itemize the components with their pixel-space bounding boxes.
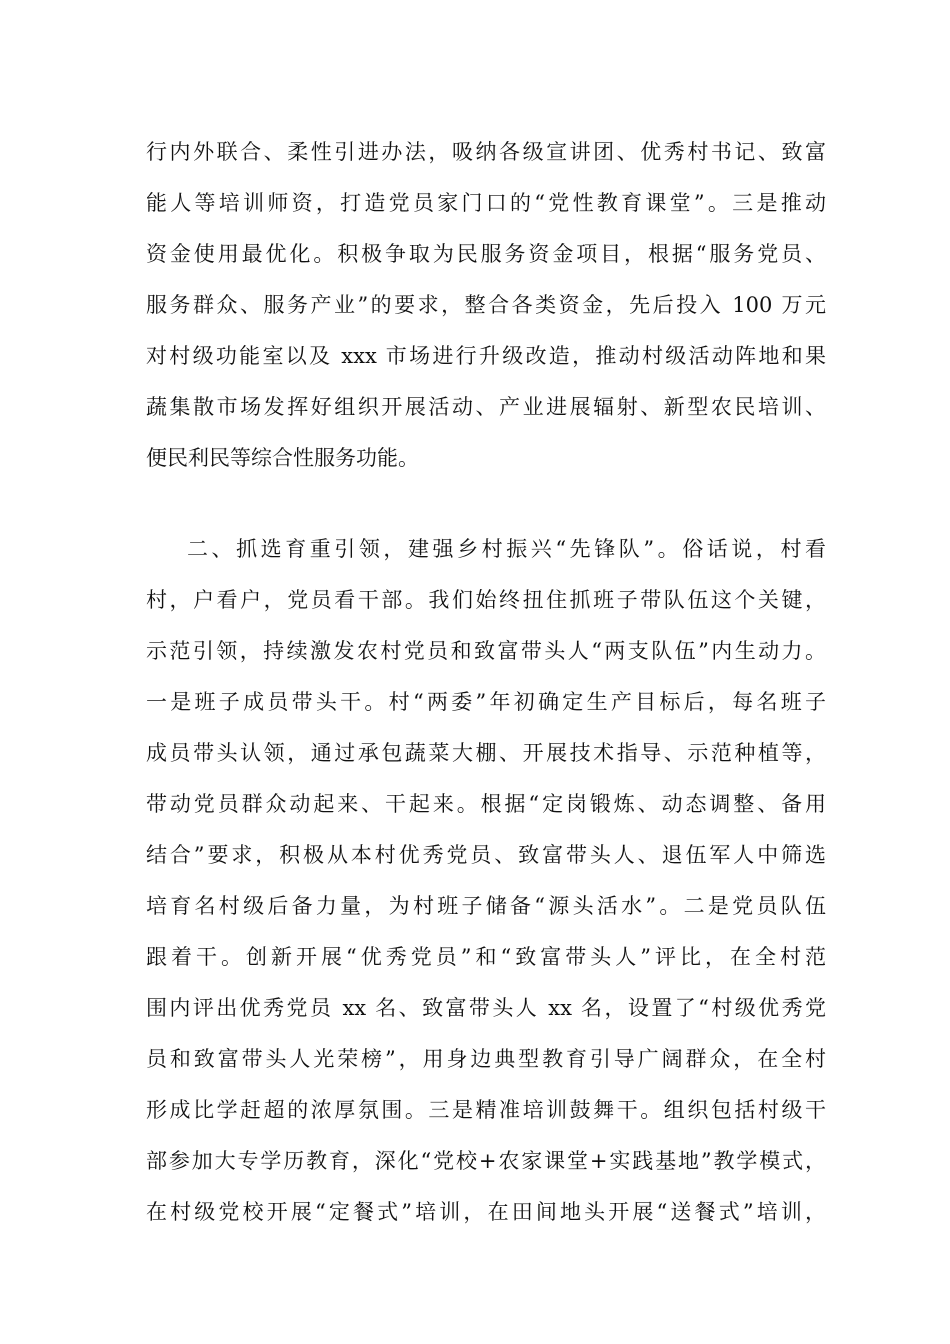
paragraph-line: 能人等培训师资，打造党员家门口的“党性教育课堂”。三是推动	[146, 191, 826, 215]
paragraph-line: 在村级党校开展“定餐式”培训，在田间地头开展“送餐式”培训，	[146, 1200, 826, 1224]
paragraph-2	[146, 524, 826, 1238]
paragraph-line: 资金使用最优化。积极争取为民服务资金项目，根据“服务党员、	[146, 242, 826, 266]
paragraph-line: 二、抓选育重引领，建强乡村振兴“先锋队”。俗话说，村看	[146, 537, 826, 561]
paragraph-line: 一是班子成员带头干。村“两委”年初确定生产目标后，每名班子	[146, 690, 826, 714]
paragraph-line: 服务群众、服务产业”的要求，整合各类资金，先后投入 100 万元	[146, 293, 826, 317]
paragraph-line: 跟着干。创新开展“优秀党员”和“致富带头人”评比，在全村范	[146, 945, 826, 969]
paragraph-line: 结合”要求，积极从本村优秀党员、致富带头人、退伍军人中筛选	[146, 843, 826, 867]
paragraph-line: 行内外联合、柔性引进办法，吸纳各级宣讲团、优秀村书记、致富	[146, 140, 826, 164]
paragraph-line: 成员带头认领，通过承包蔬菜大棚、开展技术指导、示范种植等，	[146, 741, 826, 765]
paragraph-line: 员和致富带头人光荣榜”，用身边典型教育引导广阔群众，在全村	[146, 1047, 826, 1071]
paragraph-line: 形成比学赶超的浓厚氛围。三是精准培训鼓舞干。组织包括村级干	[146, 1098, 826, 1122]
paragraph-1	[146, 127, 826, 484]
paragraph-line: 蔬集散市场发挥好组织开展活动、产业进展辐射、新型农民培训、	[146, 395, 826, 419]
paragraph-line: 培育名村级后备力量，为村班子储备“源头活水”。二是党员队伍	[146, 894, 826, 918]
paragraph-line: 部参加大专学历教育，深化“党校+农家课堂+实践基地”教学模式，	[146, 1149, 826, 1173]
paragraph-line: 便民利民等综合性服务功能。	[146, 446, 419, 470]
paragraph-line: 示范引领，持续激发农村党员和致富带头人“两支队伍”内生动力。	[146, 639, 826, 663]
paragraph-line: 围内评出优秀党员 xx 名、致富带头人 xx 名，设置了“村级优秀党	[146, 996, 826, 1020]
paragraph-line: 对村级功能室以及 xxx 市场进行升级改造，推动村级活动阵地和果	[146, 344, 826, 368]
paragraph-line: 村，户看户，党员看干部。我们始终扭住抓班子带队伍这个关键，	[146, 588, 826, 612]
paragraph-line: 带动党员群众动起来、干起来。根据“定岗锻炼、动态调整、备用	[146, 792, 826, 816]
